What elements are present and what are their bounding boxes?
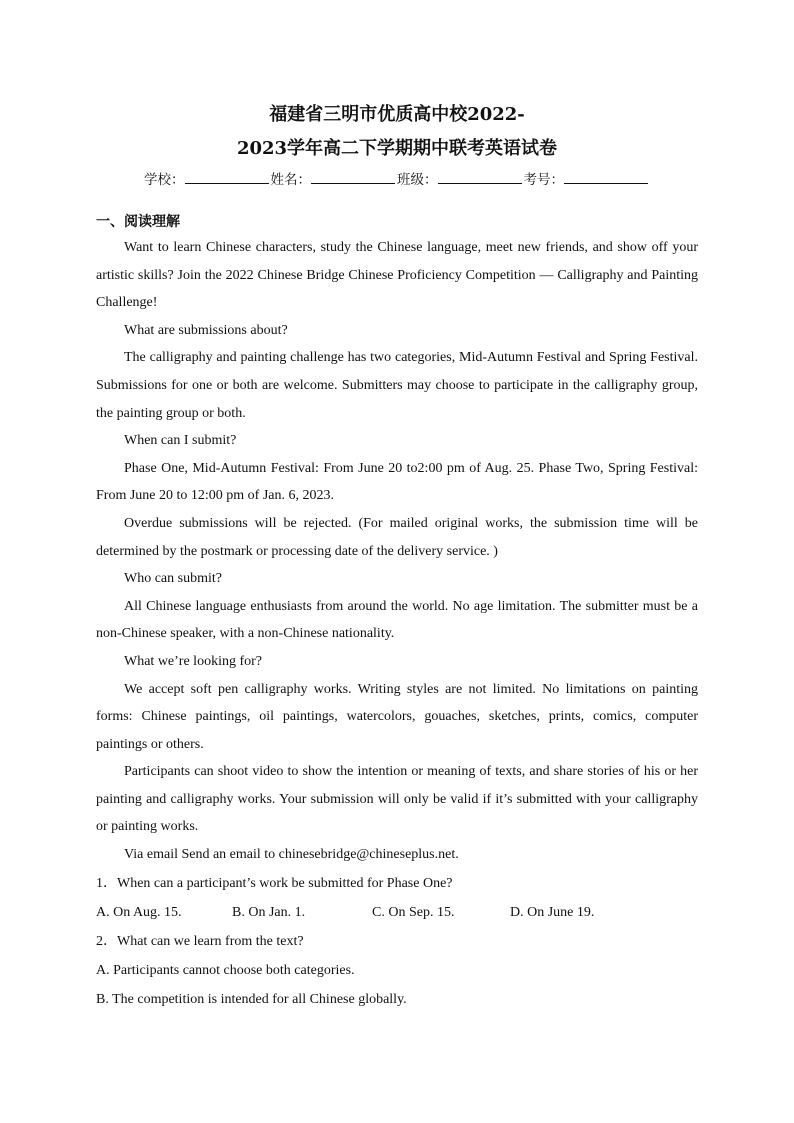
exam-number-label: 考号： [523, 172, 564, 188]
question-1-option-b[interactable]: B. On Jan. 1. [232, 904, 306, 920]
class-label: 班级： [397, 172, 438, 188]
passage-paragraph: Want to learn Chinese characters, study the Chinese language, meet new friends, and show off your artistic skills? Join the 2022 Chinese Bridge Chinese Proficiency Competition — Calligraphy and Painting Challenge! [96, 240, 698, 311]
question-1-options [96, 898, 698, 927]
passage-paragraph: Via email Send an email to chinesebridge@chineseplus.net. [124, 847, 459, 863]
passage-paragraph: Overdue submissions will be rejected. (For mailed original works, the submission time will be determined by the postmark or processing date of the delivery service. ) [96, 515, 698, 559]
exam-title-line-1: 福建省三明市优质高中校2022- [269, 104, 525, 125]
question-1-option-a[interactable]: A. On Aug. 15. [96, 904, 182, 920]
section-heading: 一、阅读理解 [96, 214, 180, 230]
reading-passage [96, 234, 698, 869]
passage-paragraph: Phase One, Mid-Autumn Festival: From June 20 to2:00 pm of Aug. 25. Phase Two, Spring Festival: From June 20 to 12:00 pm of Jan. 6, 2023. [96, 460, 698, 504]
question-1-option-c[interactable]: C. On Sep. 15. [372, 904, 455, 920]
passage-paragraph: The calligraphy and painting challenge has two categories, Mid-Autumn Festival and Spring Festival. Submissions for one or both are welcome. Submitters may choose to participate in the calligraphy group, the painting group or both. [96, 350, 698, 421]
name-blank [311, 169, 395, 184]
passage-paragraph: Participants can shoot video to show the intention or meaning of texts, and share stories of his or her painting and calligraphy works. Your submission will only be valid if it’s submitted with your calligraphy or painting works. [96, 764, 698, 835]
question-1-stem: 1．When can a participant’s work be submitted for Phase One? [96, 875, 453, 891]
name-label: 姓名： [270, 172, 311, 188]
exam-page [96, 98, 698, 1014]
school-blank [185, 169, 269, 184]
question-1-option-d[interactable]: D. On June 19. [510, 904, 595, 920]
exam-number-blank [564, 169, 648, 184]
passage-paragraph: We accept soft pen calligraphy works. Writing styles are not limited. No limitations on painting forms: Chinese paintings, oil paintings, watercolors, gouaches, sketches, prints, comics, computer paintings or others. [96, 681, 698, 752]
school-label: 学校： [144, 172, 185, 188]
passage-paragraph: All Chinese language enthusiasts from around the world. No age limitation. The submitter must be a non-Chinese speaker, with a non-Chinese nationality. [96, 598, 698, 642]
passage-subheading: When can I submit? [124, 433, 237, 449]
question-2-option-b[interactable]: B. The competition is intended for all Chinese globally. [96, 991, 407, 1007]
question-1 [96, 869, 698, 927]
question-2-stem: 2．What can we learn from the text? [96, 933, 304, 949]
passage-subheading: What are submissions about? [124, 322, 288, 338]
student-info-line [96, 168, 698, 192]
passage-subheading: Who can submit? [124, 571, 222, 587]
question-2-option-a[interactable]: A. Participants cannot choose both categories. [96, 962, 355, 978]
exam-title-line-2: 2023学年高二下学期期中联考英语试卷 [236, 138, 558, 159]
class-blank [438, 169, 522, 184]
question-2 [96, 927, 698, 1014]
passage-subheading: What we’re looking for? [124, 653, 262, 669]
